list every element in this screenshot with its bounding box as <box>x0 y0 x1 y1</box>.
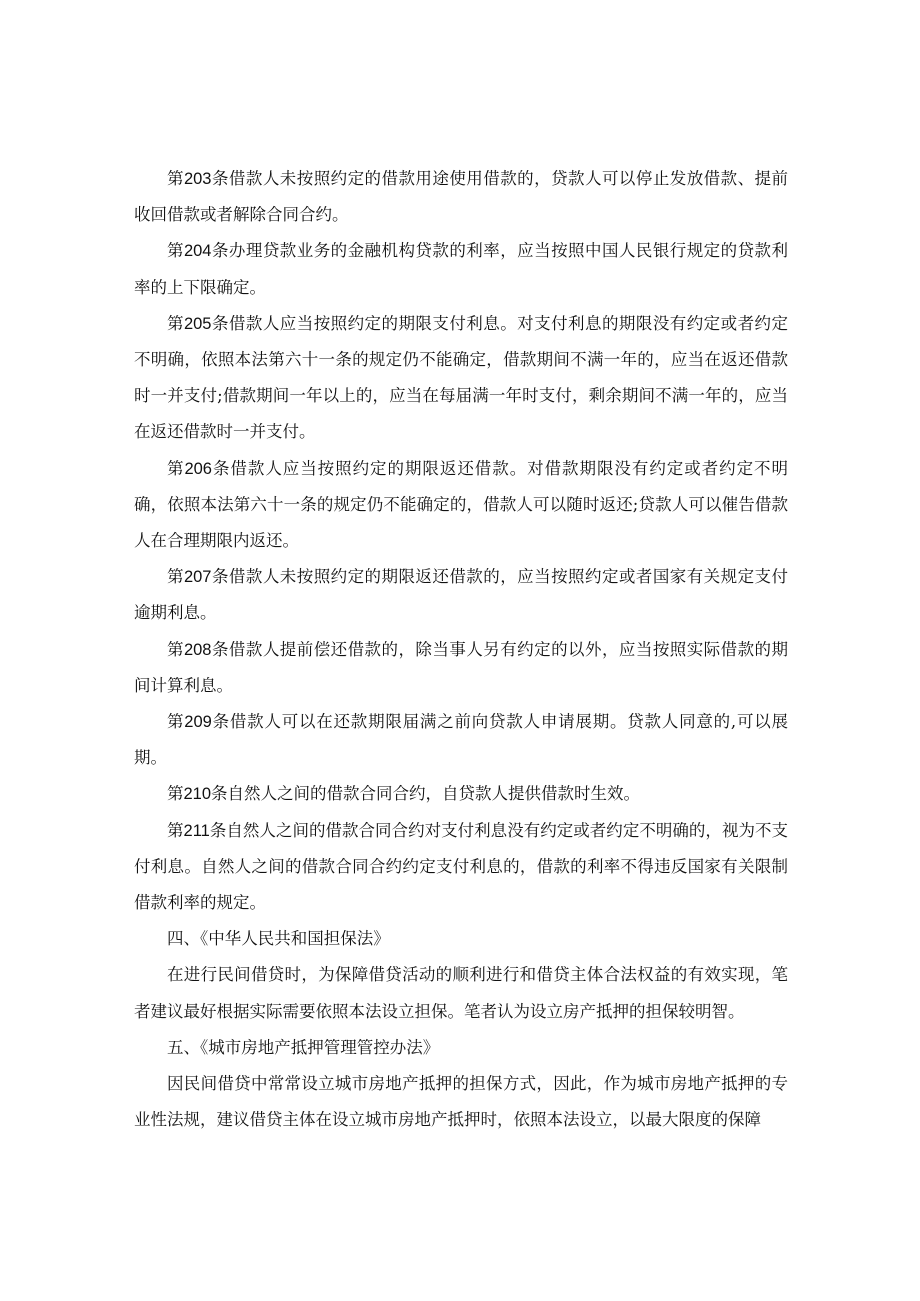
article-number: 第209 <box>167 713 212 732</box>
article-203 <box>134 161 788 233</box>
article-number: 第208 <box>167 640 212 659</box>
paragraph-guarantee-advice <box>134 957 788 1029</box>
article-number: 第211 <box>167 821 210 840</box>
article-text: 条自然人之间的借款合同合约，自贷款人提供借款时生效。 <box>211 784 641 804</box>
article-text: 条借款人未按照约定的借款用途使用借款的，贷款人可以停止发放借款、提前收回借款或者解除合同合约。 <box>134 169 789 225</box>
article-210 <box>134 776 788 812</box>
paragraph-text: 因民间借贷中常常设立城市房地产抵押的担保方式，因此，作为城市房地产抵押的专业性法规，建议借贷主体在设立城市房地产抵押时，依照本法设立，以最大限度的保障 <box>134 1074 788 1130</box>
article-208 <box>134 632 788 704</box>
article-211 <box>134 813 788 922</box>
article-text: 条办理贷款业务的金融机构贷款的利率，应当按照中国人民银行规定的贷款利率的上下限确定。 <box>134 241 789 297</box>
article-text: 条自然人之间的借款合同合约对支付利息没有约定或者约定不明确的，视为不支付利息。自然人之间的借款合同合约约定支付利息的，借款的利率不得违反国家有关限制借款利率的规定。 <box>134 820 788 913</box>
article-number: 第203 <box>167 170 212 188</box>
article-209 <box>134 704 788 776</box>
article-207 <box>134 559 788 631</box>
article-number: 第207 <box>167 568 212 587</box>
article-text: 条借款人未按照约定的期限返还借款的，应当按照约定或者国家有关规定支付逾期利息。 <box>134 567 789 623</box>
article-205 <box>134 306 788 451</box>
article-text: 条借款人应当按照约定的期限支付利息。对支付利息的期限没有约定或者约定不明确，依照本法第六十一条的规定仍不能确定，借款期间不满一年的，应当在返还借款时一并支付;借款期间一年以上的，应当在每届满一年时支付，剩余期间不满一年的，应当在返还借款时一并支付。 <box>134 313 789 442</box>
section-heading-mortgage-measures <box>134 1030 788 1066</box>
article-number: 第206 <box>167 459 212 478</box>
article-number: 第204 <box>167 242 212 261</box>
article-text: 条借款人应当按照约定的期限返还借款。对借款期限没有约定或者约定不明确，依照本法第六十一条的规定仍不能确定的，借款人可以随时返还;贷款人可以催告借款人在合理期限内返还。 <box>134 458 789 551</box>
paragraph-mortgage-advice <box>134 1066 788 1138</box>
article-text: 条借款人可以在还款期限届满之前向贷款人申请展期。贷款人同意的,可以展期。 <box>134 712 788 768</box>
article-204 <box>134 233 788 305</box>
article-number: 第210 <box>167 785 212 804</box>
section-heading-text: 五、《城市房地产抵押管理管控办法》 <box>167 1037 440 1057</box>
section-heading-guarantee-law <box>134 921 788 957</box>
article-206 <box>134 451 788 560</box>
paragraph-text: 在进行民间借贷时，为保障借贷活动的顺利进行和借贷主体合法权益的有效实现，笔者建议最好根据实际需要依照本法设立担保。笔者认为设立房产抵押的担保较明智。 <box>134 965 788 1021</box>
section-heading-text: 四、《中华人民共和国担保法》 <box>167 929 390 949</box>
document-body <box>134 161 788 1138</box>
article-text: 条借款人提前偿还借款的，除当事人另有约定的以外，应当按照实际借款的期间计算利息。 <box>134 639 789 695</box>
article-number: 第205 <box>167 314 212 333</box>
